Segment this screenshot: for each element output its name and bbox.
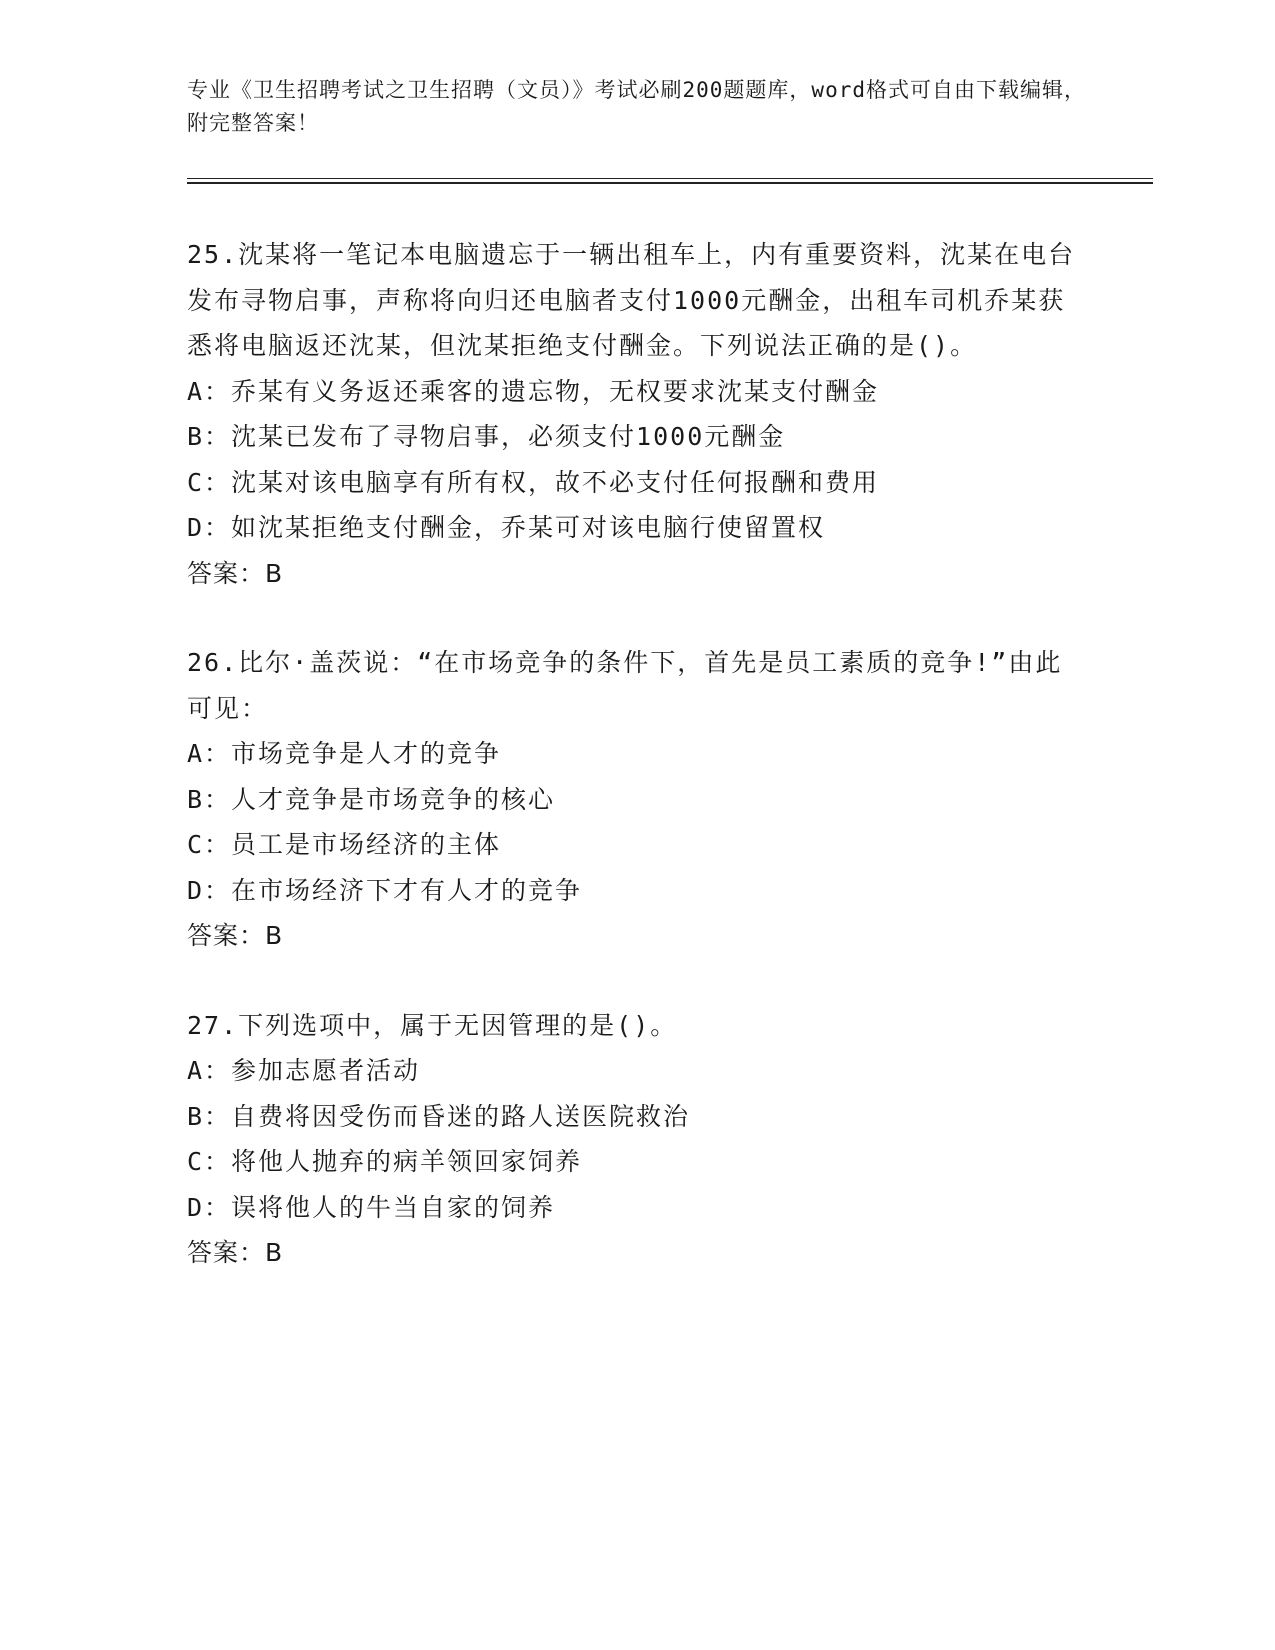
- option-c: C：员工是市场经济的主体: [187, 830, 502, 859]
- header-text: 专业《卫生招聘考试之卫生招聘（文员）》考试必刷200题题库，word格式可自由下载编辑，附完整答案！: [187, 78, 1086, 135]
- option-b: B：人才竞争是市场竞争的核心: [187, 784, 556, 814]
- option-a: A：乔某有义务返还乘客的遗忘物，无权要求沈某支付酬金: [187, 376, 880, 406]
- question-25: [187, 232, 1087, 596]
- document-header: [187, 74, 1087, 140]
- answer-line: 答案：B: [187, 921, 284, 950]
- question-stem: 27.下列选项中，属于无因管理的是()。: [187, 1010, 678, 1040]
- question-stem: 26.比尔·盖茨说：“在市场竞争的条件下，首先是员工素质的竞争!”由此可见：: [187, 648, 1063, 723]
- option-a: A：参加志愿者活动: [187, 1056, 421, 1085]
- question-list: [187, 232, 1087, 1320]
- option-d: D：在市场经济下才有人才的竞争: [187, 875, 583, 905]
- option-d: D：误将他人的牛当自家的饲养: [187, 1192, 556, 1222]
- option-c: C：沈某对该电脑享有所有权，故不必支付任何报酬和费用: [187, 467, 880, 497]
- question-stem: 25.沈某将一笔记本电脑遗忘于一辆出租车上，内有重要资料，沈某在电台发布寻物启事，声称将向归还电脑者支付1000元酬金，出租车司机乔某获悉将电脑返还沈某，但沈某拒绝支付酬金。下列说法正确的是()。: [187, 240, 1076, 360]
- option-c: C：将他人抛弃的病羊领回家饲养: [187, 1147, 583, 1176]
- option-b: B：自费将因受伤而昏迷的路人送医院救治: [187, 1101, 691, 1131]
- question-26: [187, 640, 1087, 959]
- header-divider-thick: [187, 182, 1153, 184]
- answer-line: 答案：B: [187, 558, 284, 588]
- option-d: D：如沈某拒绝支付酬金，乔某可对该电脑行使留置权: [187, 513, 826, 542]
- header-divider-thin: [187, 178, 1153, 179]
- option-b: B：沈某已发布了寻物启事，必须支付1000元酬金: [187, 422, 786, 451]
- option-a: A：市场竞争是人才的竞争: [187, 739, 502, 768]
- answer-line: 答案：B: [187, 1238, 284, 1267]
- question-27: [187, 1003, 1087, 1276]
